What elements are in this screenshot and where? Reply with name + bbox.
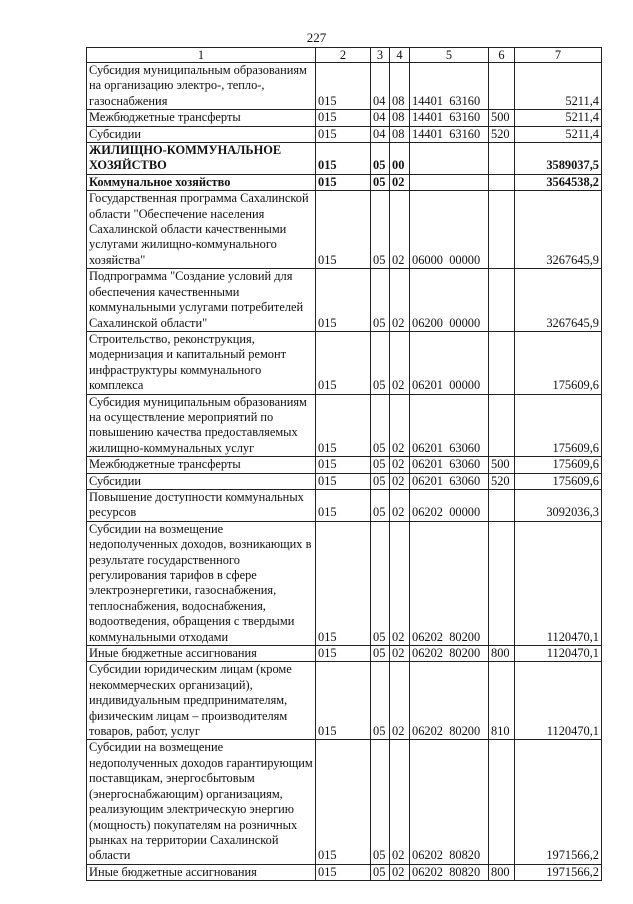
subsection-code: 02 bbox=[390, 269, 410, 332]
direction-code: 63060 bbox=[449, 440, 481, 455]
row-name: ЖИЛИЩНО-КОММУНАЛЬНОЕ ХОЗЯЙСТВО bbox=[87, 143, 316, 175]
table-row bbox=[87, 662, 602, 740]
row-name: Коммунальное хозяйство bbox=[87, 174, 316, 190]
subsection-code: 02 bbox=[390, 457, 410, 473]
program-code: 06201 bbox=[412, 440, 443, 455]
target-article-code bbox=[410, 662, 489, 740]
section-code: 04 bbox=[371, 110, 390, 126]
table-row bbox=[87, 394, 602, 457]
target-article-code bbox=[410, 521, 489, 645]
row-name: Повышение доступности коммунальных ресурсов bbox=[87, 489, 316, 521]
column-header: 3 bbox=[371, 48, 390, 63]
direction-code: 80820 bbox=[449, 864, 481, 879]
target-article-code bbox=[410, 457, 489, 473]
row-name: Субсидии на возмещение недополученных доходов, возникающих в результате государственного регулирования тарифов в сфере электроэнергетики, газоснабжения, теплоснабжения, водоснабжения, водоотведения, обращения с твердыми коммунальными отходами bbox=[87, 521, 316, 645]
row-name: Иные бюджетные ассигнования bbox=[87, 646, 316, 662]
target-article-code bbox=[410, 110, 489, 126]
subsection-code: 02 bbox=[390, 521, 410, 645]
program-code: 14401 bbox=[412, 110, 443, 125]
table-row bbox=[87, 269, 602, 332]
ministry-code: 015 bbox=[316, 740, 371, 864]
section-code: 05 bbox=[371, 331, 390, 394]
table-row bbox=[87, 191, 602, 269]
table-row bbox=[87, 521, 602, 645]
expense-type-code bbox=[489, 740, 515, 864]
subsection-code: 08 bbox=[390, 63, 410, 110]
ministry-code: 015 bbox=[316, 191, 371, 269]
target-article-code bbox=[410, 191, 489, 269]
ministry-code: 015 bbox=[316, 662, 371, 740]
program-code: 06201 bbox=[412, 473, 443, 488]
subsection-code: 00 bbox=[390, 143, 410, 175]
column-header: 2 bbox=[316, 48, 371, 63]
ministry-code: 015 bbox=[316, 394, 371, 457]
row-name: Субсидии bbox=[87, 473, 316, 489]
target-article-code bbox=[410, 473, 489, 489]
section-code: 05 bbox=[371, 521, 390, 645]
budget-table bbox=[86, 47, 602, 881]
direction-code: 63160 bbox=[449, 126, 481, 141]
table-row bbox=[87, 126, 602, 142]
column-header: 4 bbox=[390, 48, 410, 63]
expense-type-code: 500 bbox=[489, 457, 515, 473]
amount-value: 1971566,2 bbox=[515, 740, 602, 864]
program-code: 06202 bbox=[412, 848, 443, 863]
target-article-code bbox=[410, 489, 489, 521]
target-article-code bbox=[410, 63, 489, 110]
program-code: 06201 bbox=[412, 378, 443, 393]
subsection-code: 02 bbox=[390, 864, 410, 880]
direction-code: 80200 bbox=[449, 629, 481, 644]
expense-type-code: 500 bbox=[489, 110, 515, 126]
amount-value: 3092036,3 bbox=[515, 489, 602, 521]
direction-code: 63160 bbox=[449, 110, 481, 125]
section-code: 05 bbox=[371, 174, 390, 190]
program-code: 14401 bbox=[412, 93, 443, 108]
amount-value: 3564538,2 bbox=[515, 174, 602, 190]
direction-code: 80200 bbox=[449, 646, 481, 661]
direction-code: 63060 bbox=[449, 473, 481, 488]
row-name: Подпрограмма "Создание условий для обеспечения качественными коммунальными услугами потребителей Сахалинской области" bbox=[87, 269, 316, 332]
section-code: 05 bbox=[371, 864, 390, 880]
ministry-code: 015 bbox=[316, 646, 371, 662]
section-code: 04 bbox=[371, 126, 390, 142]
amount-value: 175609,6 bbox=[515, 331, 602, 394]
table-row bbox=[87, 331, 602, 394]
section-code: 05 bbox=[371, 662, 390, 740]
expense-type-code: 520 bbox=[489, 126, 515, 142]
amount-value: 1120470,1 bbox=[515, 662, 602, 740]
row-name: Межбюджетные трансферты bbox=[87, 457, 316, 473]
ministry-code: 015 bbox=[316, 864, 371, 880]
table-row bbox=[87, 110, 602, 126]
subsection-code: 08 bbox=[390, 110, 410, 126]
row-name: Субсидии на возмещение недополученных доходов гарантирующим поставщикам, энергосбытовым (энергоснабжающим) организациям, реализующим электрическую энергию (мощность) покупателям на розничных рынках на территории Сахалинской области bbox=[87, 740, 316, 864]
expense-type-code bbox=[489, 191, 515, 269]
section-code: 05 bbox=[371, 473, 390, 489]
expense-type-code bbox=[489, 63, 515, 110]
direction-code: 00000 bbox=[449, 315, 481, 330]
table-row bbox=[87, 457, 602, 473]
subsection-code: 02 bbox=[390, 662, 410, 740]
expense-type-code: 520 bbox=[489, 473, 515, 489]
program-code: 06201 bbox=[412, 457, 443, 472]
ministry-code: 015 bbox=[316, 63, 371, 110]
target-article-code bbox=[410, 331, 489, 394]
ministry-code: 015 bbox=[316, 174, 371, 190]
program-code: 14401 bbox=[412, 126, 443, 141]
amount-value: 5211,4 bbox=[515, 63, 602, 110]
expense-type-code bbox=[489, 521, 515, 645]
amount-value: 1971566,2 bbox=[515, 864, 602, 880]
table-row bbox=[87, 864, 602, 880]
direction-code: 80200 bbox=[449, 724, 481, 739]
subsection-code: 02 bbox=[390, 489, 410, 521]
section-code: 05 bbox=[371, 394, 390, 457]
expense-type-code bbox=[489, 269, 515, 332]
program-code: 06202 bbox=[412, 864, 443, 879]
direction-code: 00000 bbox=[449, 378, 481, 393]
ministry-code: 015 bbox=[316, 473, 371, 489]
section-code: 05 bbox=[371, 740, 390, 864]
subsection-code: 02 bbox=[390, 646, 410, 662]
ministry-code: 015 bbox=[316, 269, 371, 332]
expense-type-code bbox=[489, 143, 515, 175]
ministry-code: 015 bbox=[316, 457, 371, 473]
ministry-code: 015 bbox=[316, 489, 371, 521]
expense-type-code bbox=[489, 394, 515, 457]
subsection-code: 02 bbox=[390, 191, 410, 269]
column-header: 7 bbox=[515, 48, 602, 63]
target-article-code bbox=[410, 864, 489, 880]
table-row bbox=[87, 489, 602, 521]
section-code: 05 bbox=[371, 489, 390, 521]
amount-value: 175609,6 bbox=[515, 394, 602, 457]
row-name: Иные бюджетные ассигнования bbox=[87, 864, 316, 880]
amount-value: 175609,6 bbox=[515, 473, 602, 489]
program-code: 06202 bbox=[412, 646, 443, 661]
row-name: Субсидия муниципальным образованиям на организацию электро-, тепло-, газоснабжения bbox=[87, 63, 316, 110]
row-name: Субсидии юридическим лицам (кроме некоммерческих организаций), индивидуальным предпринимателям, физическим лицам – производителям товаров, работ, услуг bbox=[87, 662, 316, 740]
expense-type-code bbox=[489, 331, 515, 394]
program-code: 06000 bbox=[412, 252, 443, 267]
table-row bbox=[87, 174, 602, 190]
amount-value: 5211,4 bbox=[515, 126, 602, 142]
target-article-code bbox=[410, 126, 489, 142]
table-row bbox=[87, 473, 602, 489]
row-name: Субсидии bbox=[87, 126, 316, 142]
section-code: 05 bbox=[371, 457, 390, 473]
row-name: Межбюджетные трансферты bbox=[87, 110, 316, 126]
direction-code: 63060 bbox=[449, 457, 481, 472]
amount-value: 5211,4 bbox=[515, 110, 602, 126]
section-code: 05 bbox=[371, 646, 390, 662]
table-row bbox=[87, 63, 602, 110]
amount-value: 3267645,9 bbox=[515, 191, 602, 269]
expense-type-code: 810 bbox=[489, 662, 515, 740]
table-header-row bbox=[87, 48, 602, 63]
section-code: 05 bbox=[371, 269, 390, 332]
column-header: 6 bbox=[489, 48, 515, 63]
row-name: Субсидия муниципальным образованиям на осуществление мероприятий по повышению качества предоставляемых жилищно-коммунальных услуг bbox=[87, 394, 316, 457]
direction-code: 63160 bbox=[449, 93, 481, 108]
section-code: 04 bbox=[371, 63, 390, 110]
subsection-code: 02 bbox=[390, 331, 410, 394]
subsection-code: 08 bbox=[390, 126, 410, 142]
amount-value: 1120470,1 bbox=[515, 646, 602, 662]
subsection-code: 02 bbox=[390, 473, 410, 489]
ministry-code: 015 bbox=[316, 110, 371, 126]
direction-code: 00000 bbox=[449, 252, 481, 267]
direction-code: 00000 bbox=[449, 505, 481, 520]
program-code: 06200 bbox=[412, 315, 443, 330]
target-article-code bbox=[410, 740, 489, 864]
table-row bbox=[87, 646, 602, 662]
section-code: 05 bbox=[371, 191, 390, 269]
amount-value: 3589037,5 bbox=[515, 143, 602, 175]
program-code: 06202 bbox=[412, 505, 443, 520]
amount-value: 3267645,9 bbox=[515, 269, 602, 332]
table-row bbox=[87, 740, 602, 864]
ministry-code: 015 bbox=[316, 126, 371, 142]
row-name: Строительство, реконструкция, модернизация и капитальный ремонт инфраструктуры коммунального комплекса bbox=[87, 331, 316, 394]
expense-type-code: 800 bbox=[489, 864, 515, 880]
row-name: Государственная программа Сахалинской области "Обеспечение населения Сахалинской области качественными услугами жилищно-коммунального хозяйства" bbox=[87, 191, 316, 269]
subsection-code: 02 bbox=[390, 740, 410, 864]
expense-type-code bbox=[489, 489, 515, 521]
program-code: 06202 bbox=[412, 629, 443, 644]
amount-value: 1120470,1 bbox=[515, 521, 602, 645]
ministry-code: 015 bbox=[316, 143, 371, 175]
section-code: 05 bbox=[371, 143, 390, 175]
table-row bbox=[87, 143, 602, 175]
direction-code: 80820 bbox=[449, 848, 481, 863]
ministry-code: 015 bbox=[316, 521, 371, 645]
ministry-code: 015 bbox=[316, 331, 371, 394]
program-code: 06202 bbox=[412, 724, 443, 739]
column-header: 5 bbox=[410, 48, 489, 63]
subsection-code: 02 bbox=[390, 174, 410, 190]
target-article-code bbox=[410, 143, 489, 175]
subsection-code: 02 bbox=[390, 394, 410, 457]
expense-type-code bbox=[489, 174, 515, 190]
target-article-code bbox=[410, 394, 489, 457]
target-article-code bbox=[410, 174, 489, 190]
target-article-code bbox=[410, 269, 489, 332]
expense-type-code: 800 bbox=[489, 646, 515, 662]
target-article-code bbox=[410, 646, 489, 662]
amount-value: 175609,6 bbox=[515, 457, 602, 473]
page-number: 227 bbox=[306, 30, 327, 45]
column-header: 1 bbox=[87, 48, 316, 63]
